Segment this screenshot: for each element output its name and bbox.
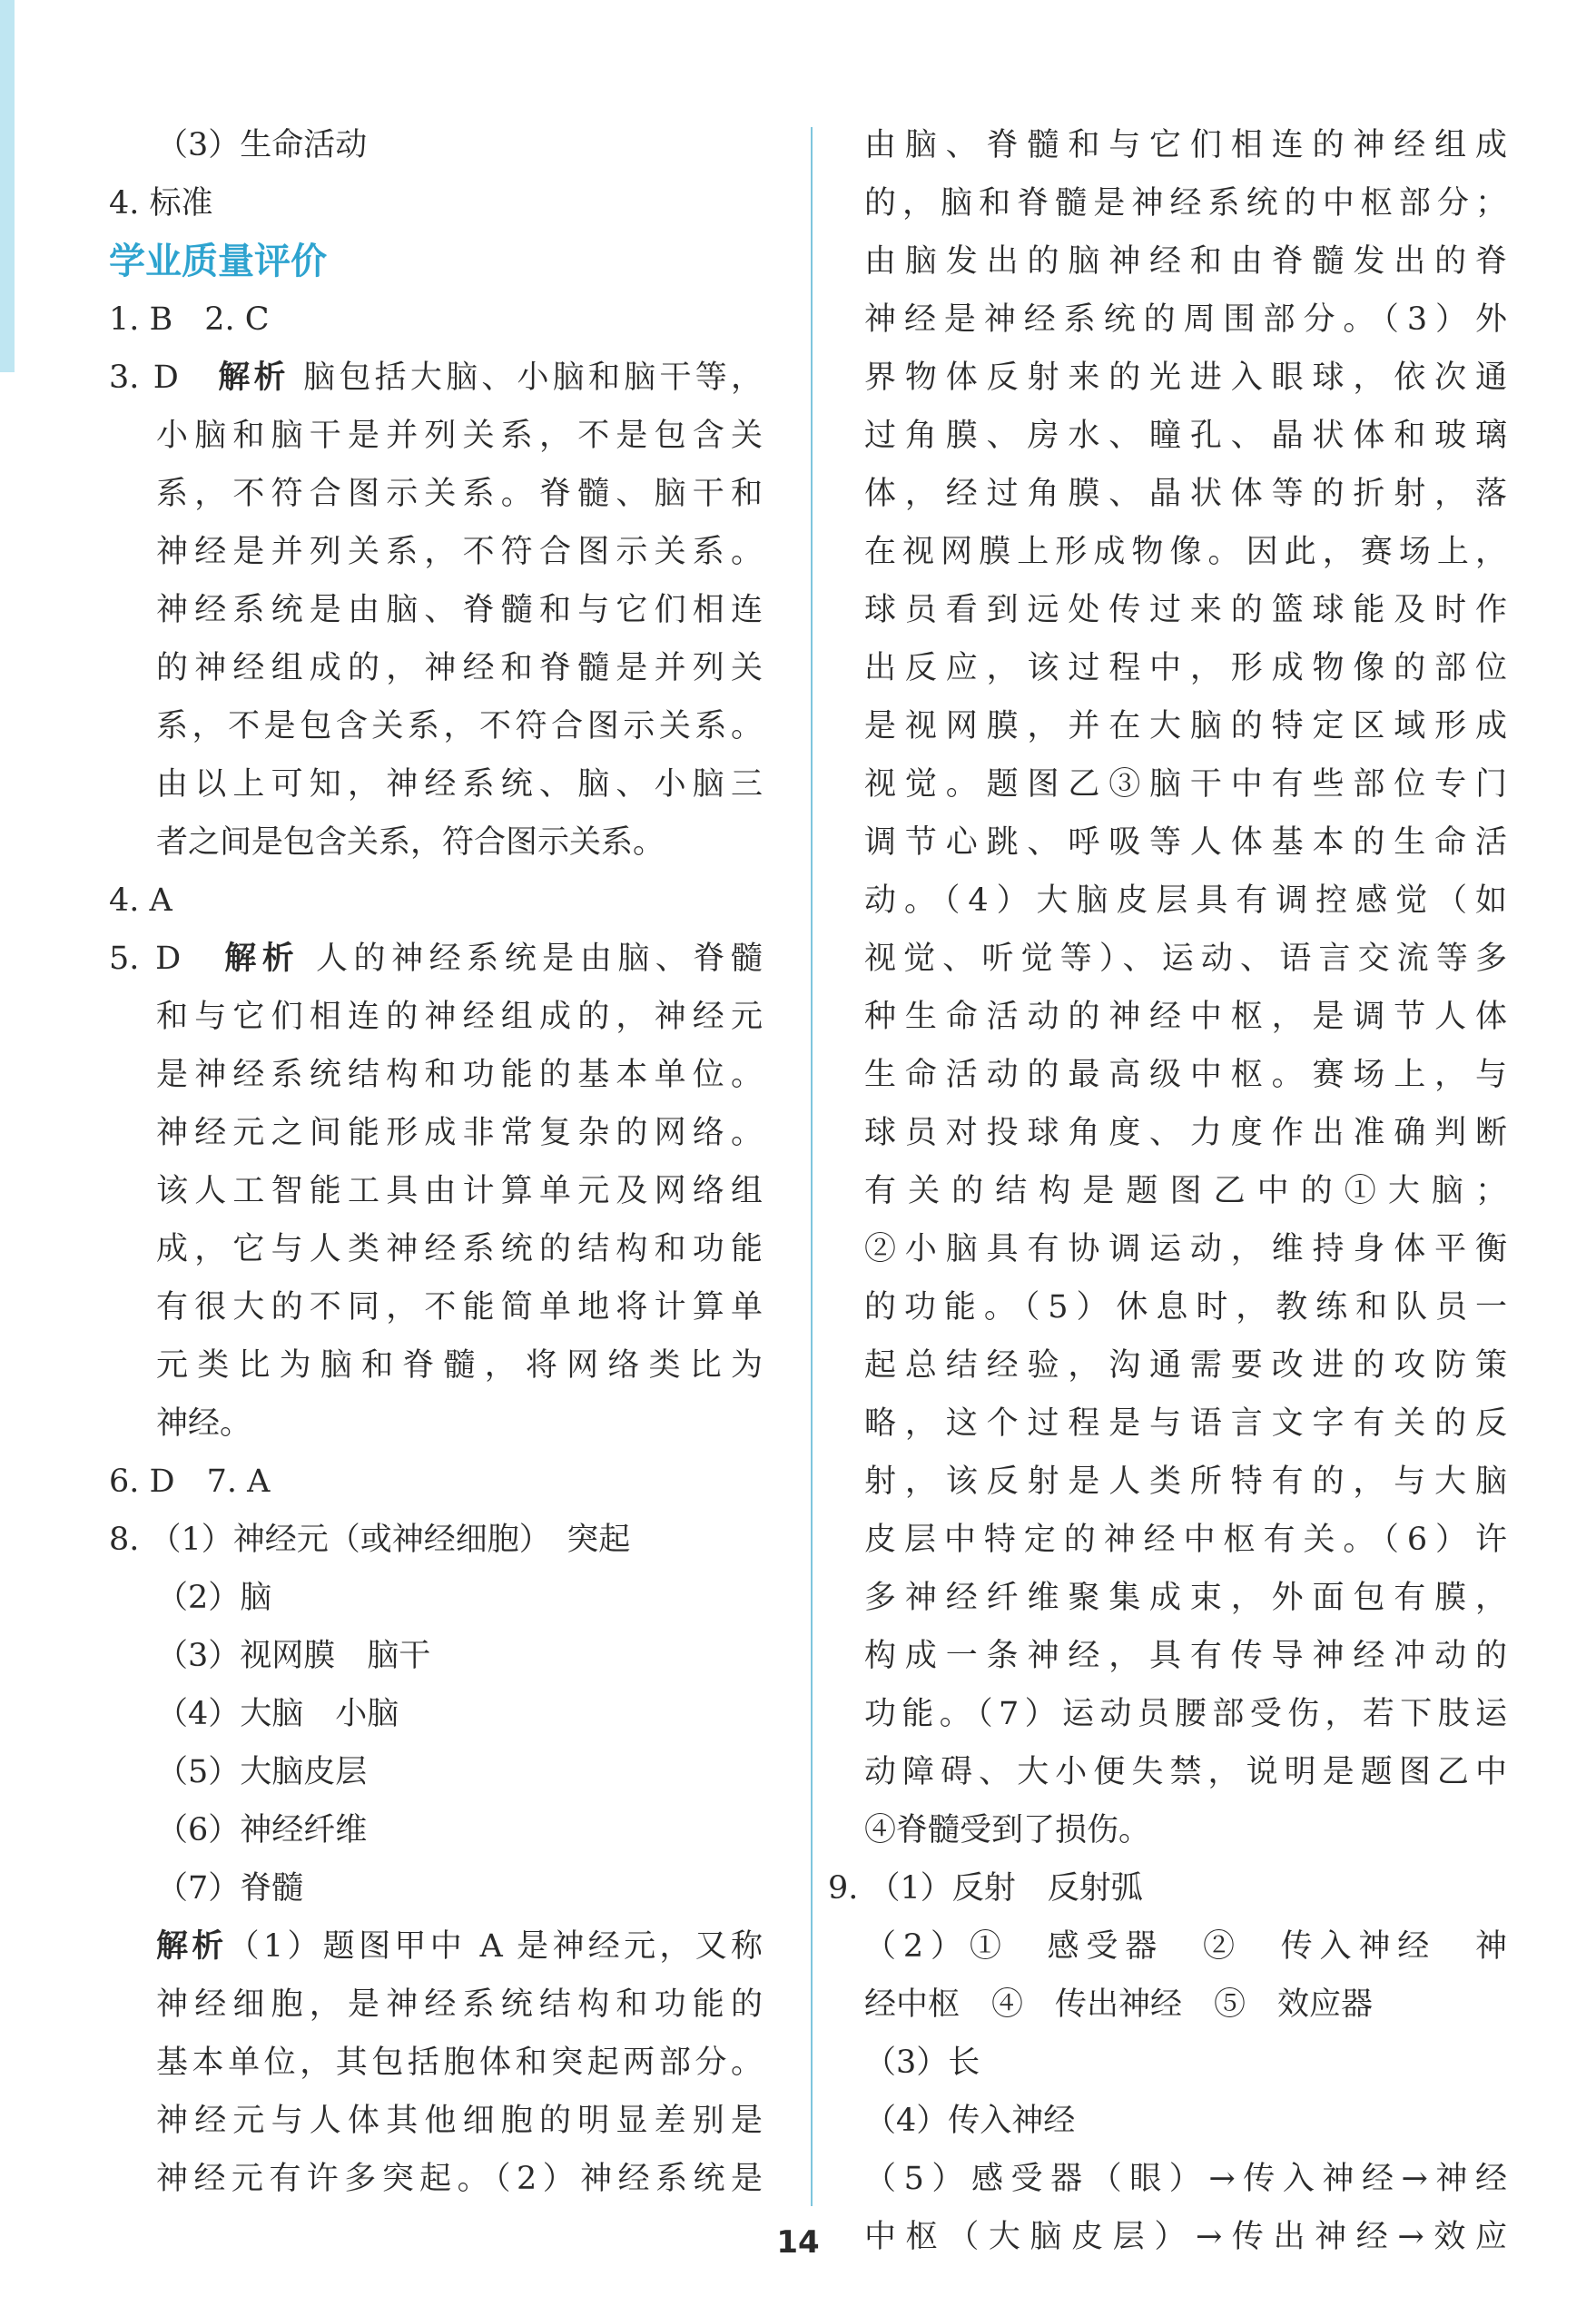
text-line: 皮层中特定的神经中枢有关。（6）许 [864,1522,1507,1558]
item-text: （1）题图甲中 A 是神经元，又称 [227,1928,763,1965]
text-line: 神经系统是由脑、脊髓和与它们相连 [156,592,763,628]
text-line: 生命活动的最高级中枢。赛场上，与 [864,1057,1507,1093]
text-line [109,1917,763,1976]
text-line: 基本单位，其包括胞体和突起两部分。 [156,2045,763,2081]
text-line: 该人工智能工具由计算单元及网络组 [156,1173,763,1209]
item-text: 人的神经系统是由脑、脊髓 [300,941,763,977]
text-line: （5）大脑皮层 [156,1754,368,1790]
text-line: 神经元有许多突起。（2）神经系统是 [156,2161,763,2197]
left-column [109,116,763,2208]
text-line: ④脊髓受到了损伤。 [864,1812,1151,1848]
text-line: 神经是并列关系，不符合图示关系。 [156,534,763,570]
text-line: 神经元与人体其他细胞的明显差别是 [156,2103,763,2139]
text-line: 的，脑和脊髓是神经系统的中枢部分； [864,185,1507,222]
right-column [828,116,1507,2266]
text-line: 体，经过角膜、晶状体等的折射，落 [864,476,1507,512]
text-line: （6）神经纤维 [156,1812,368,1848]
text-line: 有很大的不同，不能简单地将计算单 [156,1289,763,1326]
text-line: （4）大脑 小脑 [156,1696,399,1732]
text-line: （3）长 [864,2045,980,2081]
text-line: 6. D 7. A [109,1464,271,1500]
text-line: 由脑、脊髓和与它们相连的神经组成 [864,127,1507,163]
text-line: 界物体反射来的光进入眼球，依次通 [864,360,1507,396]
text-line: （7）脊髓 [156,1870,304,1907]
text-line: 射，该反射是人类所特有的，与大脑 [864,1464,1507,1500]
text-line: （3）视网膜 脑干 [156,1638,431,1674]
analysis-keyword: 解析 [224,941,300,977]
text-line: 种生命活动的神经中枢，是调节人体 [864,999,1507,1035]
text-line: 动障碍、大小便失禁，说明是题图乙中 [864,1754,1507,1790]
item-prefix: 5. D [109,941,225,977]
text-line: 由脑发出的脑神经和由脊髓发出的脊 [864,243,1507,280]
text-line: （5）感受器（眼）→传入神经→神经 [864,2161,1507,2197]
text-line: 8. （1）神经元（或神经细胞） 突起 [109,1522,631,1558]
text-line: 略，这个过程是与语言文字有关的反 [864,1405,1507,1442]
text-line: 球员看到远处传过来的篮球能及时作 [864,592,1507,628]
text-line: 的功能。（5）休息时，教练和队员一 [864,1289,1507,1326]
text-line: 系，不符合图示关系。脊髓、脑干和 [156,476,763,512]
text-line: 出反应，该过程中，形成物像的部位 [864,650,1507,686]
text-line: 视觉、听觉等）、运动、语言交流等多 [864,941,1507,977]
text-line [109,349,763,407]
page-number: 14 [776,2224,820,2261]
item-prefix: 3. D [109,360,219,396]
text-line: 动。（4）大脑皮层具有调控感觉（如 [864,882,1507,919]
text-line: （3）生命活动 [156,127,368,163]
text-line: 调节心跳、呼吸等人体基本的生命活 [864,824,1507,861]
text-line: 有关的结构是题图乙中的①大脑； [864,1173,1507,1209]
text-line [109,930,763,988]
text-line: 多神经纤维聚集成束，外面包有膜， [864,1580,1507,1616]
text-line: 神经细胞，是神经系统结构和功能的 [156,1986,763,2023]
text-line: 是神经系统结构和功能的基本单位。 [156,1057,763,1093]
text-line: （4）传入神经 [864,2103,1076,2139]
text-line: ②小脑具有协调运动，维持身体平衡 [864,1231,1507,1267]
text-line: 系，不是包含关系，不符合图示关系。 [156,708,763,744]
text-line: 成，它与人类神经系统的结构和功能 [156,1231,763,1267]
text-line: （2）① 感受器 ② 传入神经 神 [864,1928,1507,1965]
text-line: 由以上可知，神经系统、脑、小脑三 [156,766,763,803]
text-line: 神经。 [156,1405,252,1442]
text-line: 视觉。题图乙③脑干中有些部位专门 [864,766,1507,803]
text-line: 小脑和脑干是并列关系，不是包含关 [156,418,763,454]
text-line: 4. 标准 [109,185,213,222]
text-line: 和与它们相连的神经组成的，神经元 [156,999,763,1035]
text-line: 4. A [109,882,172,919]
text-line: 在视网膜上形成物像。因此，赛场上， [864,534,1507,570]
section-heading: 学业质量评价 [109,241,327,282]
text-line: 9. （1）反射 反射弧 [828,1870,1143,1907]
item-text: 脑包括大脑、小脑和脑干等， [289,360,763,396]
text-line: 中枢（大脑皮层）→传出神经→效应 [864,2219,1507,2255]
text-line: 构成一条神经，具有传导神经冲动的 [864,1638,1507,1674]
text-line: 功能。（7）运动员腰部受伤，若下肢运 [864,1696,1507,1732]
text-line: 神经元之间能形成非常复杂的网络。 [156,1115,763,1151]
text-line: 神经是神经系统的周围部分。（3）外 [864,301,1507,338]
text-line: （2）脑 [156,1580,272,1616]
text-line: 元类比为脑和脊髓，将网络类比为 [156,1347,763,1384]
analysis-keyword: 解析 [156,1928,228,1965]
text-line: 者之间是包含关系，符合图示关系。 [156,824,665,861]
text-line: 1. B 2. C [109,301,270,338]
text-line: 是视网膜，并在大脑的特定区域形成 [864,708,1507,744]
text-line: 的神经组成的，神经和脊髓是并列关 [156,650,763,686]
column-divider [811,127,813,2206]
text-line: 起总结经验，沟通需要改进的攻防策 [864,1347,1507,1384]
text-line: 经中枢 ④ 传出神经 ⑤ 效应器 [864,1986,1374,2023]
side-color-tab [0,0,15,372]
text-line: 球员对投球角度、力度作出准确判断 [864,1115,1507,1151]
analysis-keyword: 解析 [218,360,290,396]
text-line: 过角膜、房水、瞳孔、晶状体和玻璃 [864,418,1507,454]
